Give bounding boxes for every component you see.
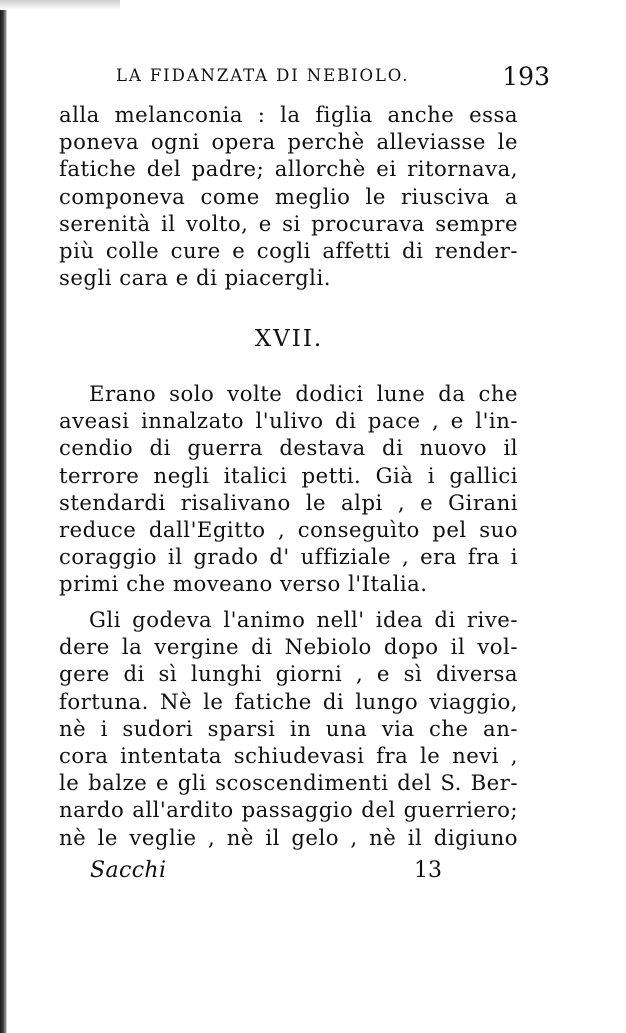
chapter-heading: XVII.: [254, 326, 324, 352]
text-line: segli cara e di piacergli.: [59, 265, 331, 291]
text-line: Erano solo volte dodici lune da che: [89, 381, 518, 406]
text-line: aveasi innalzato l'ulivo di pace , e l'in-: [59, 408, 518, 434]
text-line: cora intentata schiudevasi fra le nevi ,: [59, 742, 518, 768]
text-line: reduce dall'Egitto , conseguìto pel suo: [59, 516, 518, 542]
text-line: stendardi risalivano le alpi , e Girani: [59, 489, 518, 515]
page-footer: [90, 858, 442, 888]
text-line: gere di sì lunghi giorni , e sì diversa: [59, 661, 518, 687]
text-line: terrore negli italici petti. Già i gallici: [59, 462, 518, 488]
text-line: nè le veglie , nè il gelo , nè il digiuno: [59, 824, 518, 850]
text-line: alla melanconia : la figlia anche essa: [59, 102, 518, 127]
page-binding-edge: [0, 0, 7, 1033]
running-head: [60, 62, 550, 96]
gathering-number: 13: [414, 858, 442, 883]
text-line: più colle cure e cogli affetti di render-: [59, 237, 518, 263]
text-line: nardo all'ardito passaggio del guerriero;: [59, 797, 518, 823]
text-line: fatiche del padre; allorchè ei ritornava,: [59, 156, 518, 182]
page-top-shadow: [0, 0, 120, 10]
text-line: Gli godeva l'animo nell' idea di rive-: [89, 607, 518, 632]
text-line: poneva ogni opera perchè alleviasse le: [59, 129, 518, 155]
paragraph-chapter-opening: [59, 380, 518, 598]
text-line: serenità il volto, e si procurava sempre: [59, 210, 518, 236]
text-line: primi che moveano verso l'Italia.: [59, 571, 428, 597]
text-line: coraggio il grado d' uffiziale , era fra i: [59, 544, 518, 570]
text-line: cendio di guerra destava di nuovo il: [59, 435, 518, 461]
paragraph-body: [59, 606, 518, 851]
signature-mark: Sacchi: [90, 858, 167, 883]
text-line: componeva come meglio le riusciva a: [59, 183, 518, 209]
text-line: nè i sudori sparsi in una via che an-: [59, 715, 518, 741]
text-line: dere la vergine di Nebiolo dopo il vol-: [59, 634, 518, 660]
paragraph-continued: [59, 101, 518, 291]
page-number: 193: [502, 62, 550, 91]
text-line: le balze e gli scoscendimenti del S. Ber-: [59, 770, 518, 796]
text-line: fortuna. Nè le fatiche di lungo viaggio,: [59, 688, 518, 714]
running-title: LA FIDANZATA DI NEBIOLO.: [116, 66, 410, 85]
